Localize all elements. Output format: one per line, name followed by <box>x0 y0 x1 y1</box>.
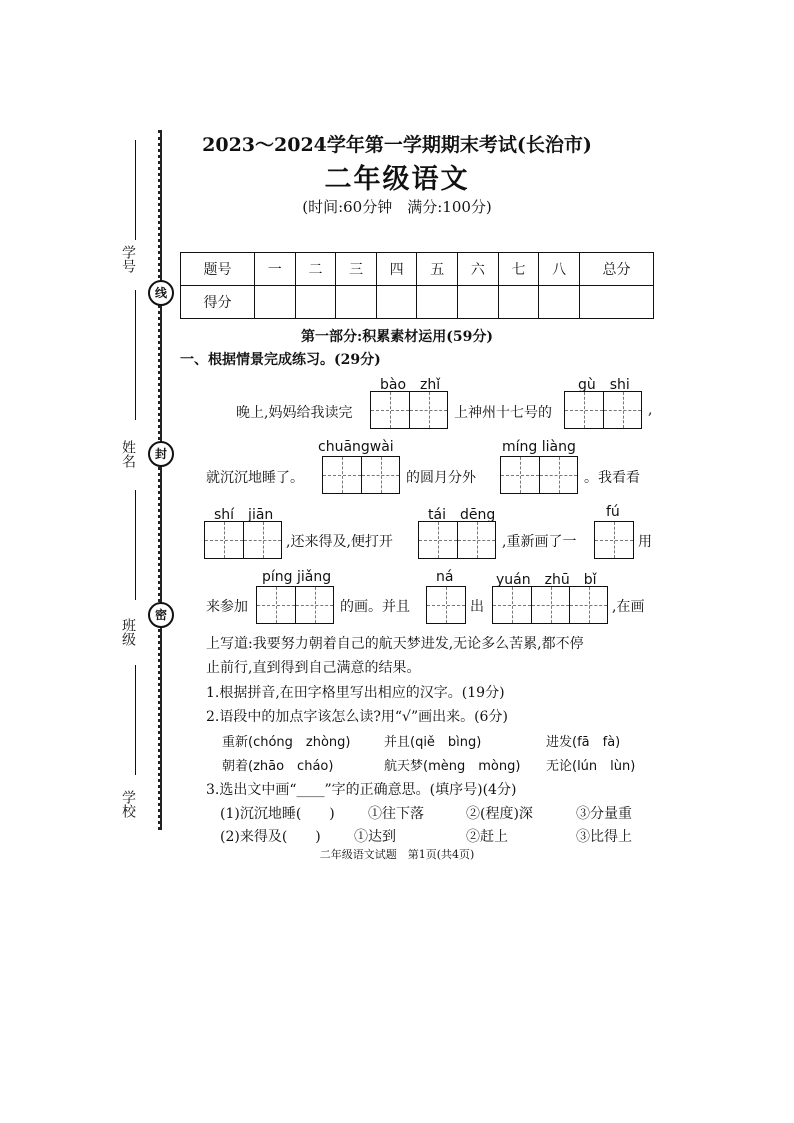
passage-text: 的画。并且 <box>340 599 410 615</box>
passage-text: 的圆月分外 <box>406 470 476 486</box>
tianzige-box[interactable] <box>426 586 466 624</box>
meaning-option: ③比得上 <box>576 829 632 845</box>
score-field[interactable] <box>458 286 499 319</box>
exam-title: 2023～2024学年第一学期期末考试(长治市) <box>202 134 592 156</box>
binding-fill-line <box>135 490 136 600</box>
meaning-option: ③分量重 <box>576 806 632 822</box>
score-field[interactable] <box>579 286 653 319</box>
passage-text: 用 <box>638 534 652 550</box>
label-school: 学校 <box>120 790 136 818</box>
passage-text: 出 <box>470 599 484 615</box>
meaning-option: ①达到 <box>354 829 396 845</box>
passage-text: , <box>648 402 653 418</box>
seal-line: 线 <box>148 280 174 306</box>
pinyin-label: míng liàng <box>502 439 576 455</box>
answer-blank[interactable]: (2)来得及( ) <box>220 829 321 845</box>
score-field[interactable] <box>376 286 417 319</box>
pronunciation-option[interactable]: 朝着(zhāo cháo) <box>222 759 334 774</box>
pinyin-label: bào zhǐ <box>380 377 441 393</box>
pinyin-label: tái dēng <box>428 507 496 523</box>
tianzige-box[interactable] <box>204 521 282 559</box>
pinyin-label: gù shi <box>578 377 630 393</box>
label-class: 班级 <box>120 618 136 646</box>
passage-text: ,重新画了一 <box>502 534 577 550</box>
score-field[interactable] <box>417 286 458 319</box>
table-cell: 四 <box>376 253 417 286</box>
tianzige-box[interactable] <box>594 521 634 559</box>
question-1: 1.根据拼音,在田字格里写出相应的汉字。(19分) <box>206 685 505 701</box>
answer-blank[interactable]: (1)沉沉地睡( ) <box>220 806 335 822</box>
binding-fill-line <box>135 290 136 420</box>
passage-text: 就沉沉地睡了。 <box>206 470 304 486</box>
tianzige-box[interactable] <box>418 521 496 559</box>
label-name: 姓名 <box>120 440 136 468</box>
part-title: 第一部分:积累素材运用(59分) <box>301 329 493 345</box>
score-field[interactable] <box>336 286 377 319</box>
pronunciation-option[interactable]: 航天梦(mèng mòng) <box>384 759 521 774</box>
pinyin-label: fú <box>606 504 620 520</box>
score-field[interactable] <box>539 286 580 319</box>
score-field[interactable] <box>498 286 539 319</box>
tianzige-box[interactable] <box>370 391 448 429</box>
question-3: 3.选出文中画“____”字的正确意思。(填序号)(4分) <box>206 782 517 798</box>
pronunciation-option[interactable]: 无论(lún lùn) <box>546 759 636 774</box>
passage-text: 来参加 <box>206 599 248 615</box>
table-cell: 题号 <box>181 253 255 286</box>
question-2: 2.语段中的加点字该怎么读?用“√”画出来。(6分) <box>206 709 508 725</box>
pinyin-label: shí jiān <box>214 507 274 523</box>
table-cell: 得分 <box>181 286 255 319</box>
passage-text: 晚上,妈妈给我读完 <box>236 405 353 421</box>
seal-secret: 密 <box>148 602 174 628</box>
table-cell: 八 <box>539 253 580 286</box>
passage-text: 止前行,直到得到自己满意的结果。 <box>206 660 421 676</box>
table-cell: 七 <box>498 253 539 286</box>
tianzige-box[interactable] <box>256 586 334 624</box>
time-info: (时间:60分钟 满分:100分) <box>302 198 492 216</box>
score-table-header-row <box>181 253 654 286</box>
meaning-option: ②(程度)深 <box>466 806 533 822</box>
passage-text: 。我看看 <box>584 470 640 486</box>
pronunciation-option[interactable]: 重新(chóng zhòng) <box>222 735 351 750</box>
seal-seal: 封 <box>148 441 174 467</box>
table-cell: 五 <box>417 253 458 286</box>
score-field[interactable] <box>295 286 336 319</box>
binding-fill-line <box>135 665 136 775</box>
page-footer: 二年级语文试题 第1页(共4页) <box>319 848 475 861</box>
pinyin-label: chuāngwài <box>318 439 394 455</box>
table-cell: 一 <box>255 253 296 286</box>
table-cell: 总分 <box>579 253 653 286</box>
tianzige-box[interactable] <box>500 456 578 494</box>
binding-dotted-line <box>158 130 161 830</box>
label-student-id: 学号 <box>120 245 136 273</box>
passage-text: ,在画 <box>612 599 645 615</box>
subject-title: 二年级语文 <box>324 164 470 195</box>
score-field[interactable] <box>255 286 296 319</box>
pinyin-label: ná <box>436 569 454 585</box>
passage-text: 上写道:我要努力朝着自己的航天梦进发,无论多么苦累,都不停 <box>206 636 584 652</box>
score-table-score-row <box>181 286 654 319</box>
tianzige-box[interactable] <box>492 586 608 624</box>
pronunciation-option[interactable]: 并且(qiě bìng) <box>384 735 482 750</box>
pinyin-label: yuán zhū bǐ <box>496 572 597 588</box>
tianzige-box[interactable] <box>564 391 642 429</box>
section-title: 一、根据情景完成练习。(29分) <box>180 352 381 368</box>
passage-text: ,还来得及,便打开 <box>286 534 393 550</box>
table-cell: 三 <box>336 253 377 286</box>
pronunciation-option[interactable]: 进发(fā fà) <box>546 735 621 750</box>
tianzige-box[interactable] <box>322 456 400 494</box>
passage-text: 上神州十七号的 <box>454 405 552 421</box>
pinyin-label: píng jiǎng <box>262 569 332 585</box>
score-table <box>180 252 654 319</box>
table-cell: 六 <box>458 253 499 286</box>
meaning-option: ①往下落 <box>368 806 424 822</box>
table-cell: 二 <box>295 253 336 286</box>
meaning-option: ②赶上 <box>466 829 508 845</box>
